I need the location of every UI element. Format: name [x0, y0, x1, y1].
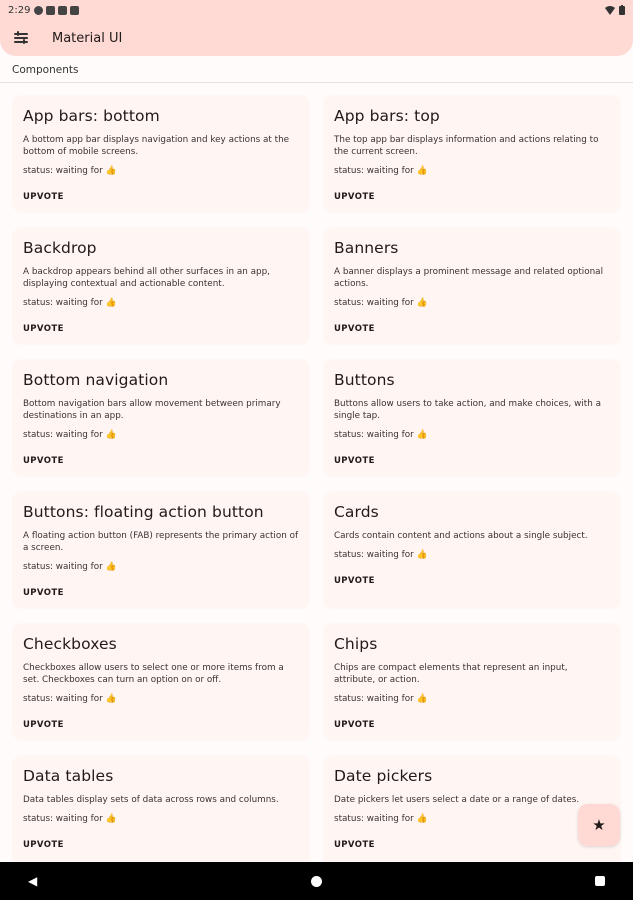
card-description: Date pickers let users select a date or a range of dates. [334, 795, 580, 805]
system-nav-bar [0, 862, 633, 900]
status-left [8, 5, 79, 16]
card-description: Buttons allow users to take action, and make choices, with a single tap. [334, 399, 601, 421]
card-description: A floating action button (FAB) represents the primary action of a screen. [23, 531, 299, 553]
card-description: A backdrop appears behind all other surfaces in an app, displaying contextual and actionable content. [23, 267, 270, 289]
star-icon: ★ [592, 817, 606, 834]
card-title: Banners [334, 239, 399, 257]
upvote-button[interactable]: UPVOTE [23, 456, 64, 466]
battery-icon [619, 5, 625, 15]
component-card[interactable] [12, 359, 310, 477]
card-description: Bottom navigation bars allow movement between primary destinations in an app. [23, 399, 281, 421]
upvote-button[interactable]: UPVOTE [334, 720, 375, 730]
upvote-button[interactable]: UPVOTE [334, 192, 375, 202]
card-title: Date pickers [334, 767, 433, 785]
card-title: Chips [334, 635, 378, 653]
upvote-button[interactable]: UPVOTE [23, 192, 64, 202]
notification-settings-icon [46, 6, 55, 15]
upvote-button[interactable]: UPVOTE [334, 840, 375, 850]
card-title: App bars: bottom [23, 107, 160, 125]
component-card[interactable] [12, 755, 310, 868]
component-card[interactable] [323, 227, 621, 345]
app-title: Material UI [52, 30, 123, 46]
upvote-button[interactable]: UPVOTE [23, 324, 64, 334]
home-icon[interactable] [311, 876, 322, 887]
upvote-button[interactable]: UPVOTE [334, 576, 375, 586]
card-description: Chips are compact elements that represent an input, attribute, or action. [334, 663, 568, 685]
wifi-icon [605, 6, 615, 15]
status-bar [0, 0, 633, 20]
card-description: A banner displays a prominent message and related optional actions. [334, 267, 604, 289]
card-status: status: waiting for 👍 [23, 166, 117, 176]
card-title: Buttons: floating action button [23, 503, 264, 521]
component-card[interactable] [12, 623, 310, 741]
component-card[interactable] [323, 755, 621, 868]
components-grid [12, 95, 621, 868]
recents-icon[interactable] [595, 876, 605, 886]
status-right [605, 5, 625, 15]
card-title: Bottom navigation [23, 371, 169, 389]
card-status: status: waiting for 👍 [23, 694, 117, 704]
upvote-button[interactable]: UPVOTE [334, 324, 375, 334]
card-title: Checkboxes [23, 635, 117, 653]
card-description: Checkboxes allow users to select one or more items from a set. Checkboxes can turn an option on or off. [23, 663, 284, 685]
notification-sim-icon [70, 6, 79, 15]
card-status: status: waiting for 👍 [334, 166, 428, 176]
tune-menu-icon[interactable] [14, 32, 28, 44]
card-status: status: waiting for 👍 [23, 562, 117, 572]
card-title: Data tables [23, 767, 114, 785]
upvote-button[interactable]: UPVOTE [23, 840, 64, 850]
card-status: status: waiting for 👍 [334, 550, 428, 560]
upvote-button[interactable]: UPVOTE [334, 456, 375, 466]
card-status: status: waiting for 👍 [23, 298, 117, 308]
card-title: Backdrop [23, 239, 97, 257]
card-status: status: waiting for 👍 [334, 298, 428, 308]
favorites-fab[interactable] [578, 804, 620, 846]
status-time: 2:29 [8, 4, 31, 16]
card-description: Cards contain content and actions about a single subject. [334, 531, 588, 541]
notification-icons [34, 6, 79, 15]
card-status: status: waiting for 👍 [334, 814, 428, 824]
notification-image-icon [58, 6, 67, 15]
component-card[interactable] [323, 95, 621, 213]
component-card[interactable] [323, 623, 621, 741]
section-title: Components [12, 64, 79, 76]
card-description: A bottom app bar displays navigation and key actions at the bottom of mobile screens. [23, 135, 290, 157]
notification-a-icon [34, 6, 43, 15]
card-title: App bars: top [334, 107, 440, 125]
component-card[interactable] [323, 359, 621, 477]
upvote-button[interactable]: UPVOTE [23, 588, 64, 598]
component-card[interactable] [12, 227, 310, 345]
section-divider [0, 82, 633, 83]
component-card[interactable] [12, 95, 310, 213]
card-status: status: waiting for 👍 [334, 430, 428, 440]
card-title: Buttons [334, 371, 395, 389]
component-card[interactable] [323, 491, 621, 609]
card-description: The top app bar displays information and actions relating to the current screen. [334, 135, 599, 157]
card-status: status: waiting for 👍 [334, 694, 428, 704]
card-status: status: waiting for 👍 [23, 814, 117, 824]
back-icon[interactable]: ◀ [28, 874, 38, 888]
top-app-bar [0, 20, 633, 56]
upvote-button[interactable]: UPVOTE [23, 720, 64, 730]
component-card[interactable] [12, 491, 310, 609]
card-title: Cards [334, 503, 379, 521]
card-status: status: waiting for 👍 [23, 430, 117, 440]
card-description: Data tables display sets of data across rows and columns. [23, 795, 279, 805]
